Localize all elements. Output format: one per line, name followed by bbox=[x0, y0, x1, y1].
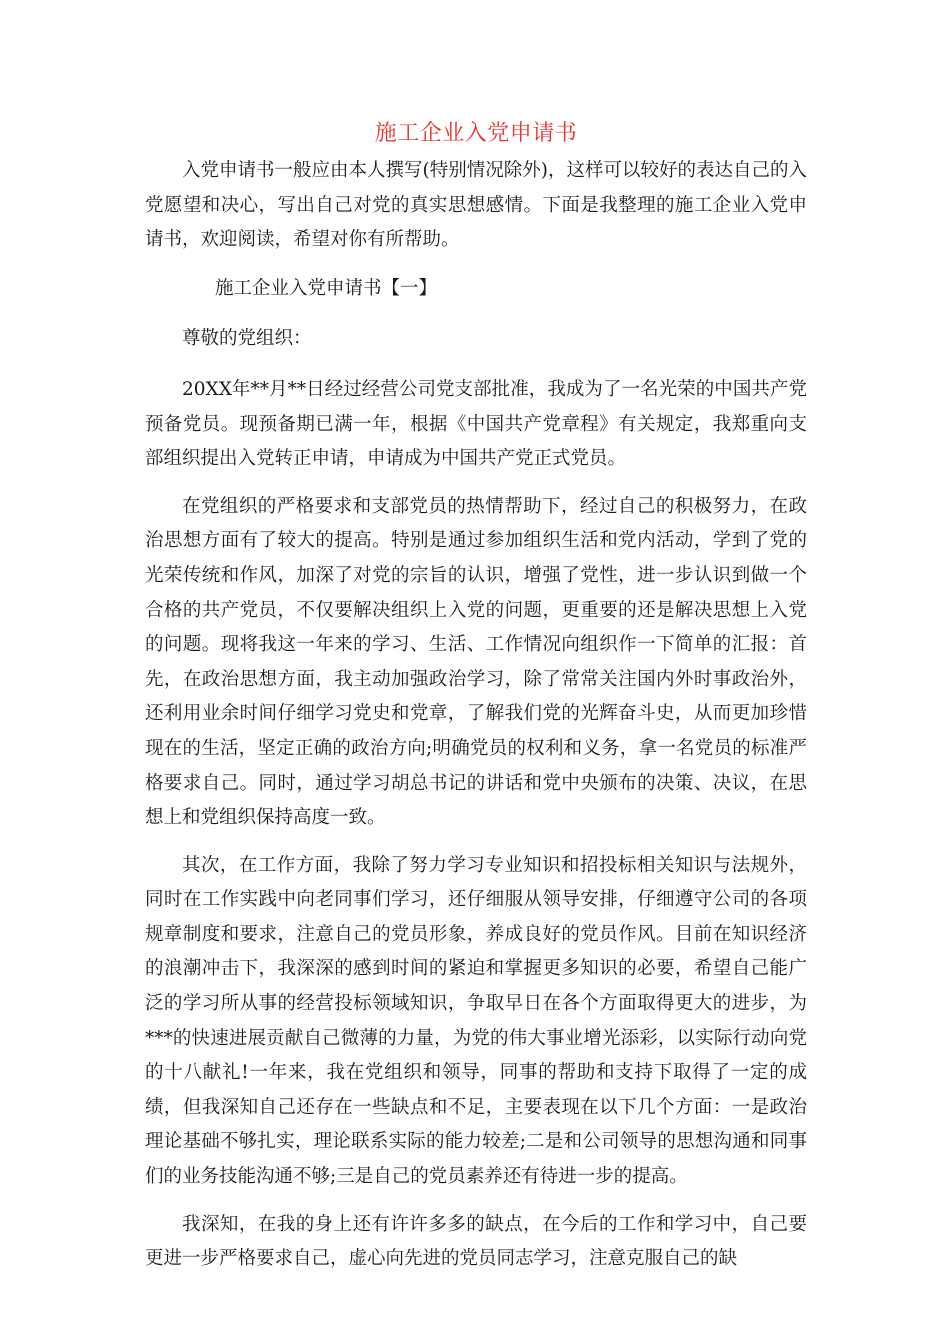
body-paragraph-3: 其次，在工作方面，我除了努力学习专业知识和招投标相关知识与法规外，同时在工作实践中向老同事们学习，还仔细服从领导安排，仔细遵守公司的各项规章制度和要求，注意自己的党员形象，养成良好的党员作风。目前在知识经济的浪潮冲击下，我深深的感到时间的紧迫和掌握更多知识的必要，希望自己能广泛的学习所从事的经营投标领域知识，争取早日在各个方面取得更大的进步，为***的快速进展贡献自己微薄的力量，为党的伟大事业增光添彩，以实际行动向党的十八献礼!一年来，我在党组织和领导，同事的帮助和支持下取得了一定的成绩，但我深知自己还存在一些缺点和不足，主要表现在以下几个方面：一是政治理论基础不够扎实，理论联系实际的能力较差;二是和公司领导的思想沟通和同事们的业务技能沟通不够;三是自己的党员素养还有待进一步的提高。 bbox=[145, 854, 807, 1188]
intro-paragraph: 入党申请书一般应由本人撰写(特别情况除外)，这样可以较好的表达自己的入党愿望和决心，写出自己对党的真实思想感情。下面是我整理的施工企业入党申请书，欢迎阅读，希望对你有所帮助。 bbox=[145, 160, 807, 251]
salutation: 尊敬的党组织： bbox=[182, 328, 312, 350]
body-paragraph-2: 在党组织的严格要求和支部党员的热情帮助下，经过自己的积极努力，在政治思想方面有了较大的提高。特别是通过参加组织生活和党内活动，学到了党的光荣传统和作风，加深了对党的宗旨的认识，增强了党性，进一步认识到做一个合格的共产党员，不仅要解决组织上入党的问题，更重要的还是解决思想上入党的问题。现将我这一年来的学习、生活、工作情况向组织作一下简单的汇报：首先，在政治思想方面，我主动加强政治学习，除了常常关注国内外时事政治外，还利用业余时间仔细学习党史和党章，了解我们党的光辉奋斗史，从而更加珍惜现在的生活，坚定正确的政治方向;明确党员的权利和义务，拿一名党员的标准严格要求自己。同时，通过学习胡总书记的讲话和党中央颁布的决策、决议，在思想上和党组织保持高度一致。 bbox=[145, 495, 807, 829]
document-body bbox=[145, 118, 807, 1290]
section-heading: 施工企业入党申请书【一】 bbox=[215, 277, 438, 299]
body-paragraph-1: 20XX年**月**日经过经营公司党支部批准，我成为了一名光荣的中国共产党预备党员。现预备期已满一年，根据《中国共产党章程》有关规定，我郑重向支部组织提出入党转正申请，申请成为中国共产党正式党员。 bbox=[145, 378, 807, 470]
body-paragraph-4: 我深知，在我的身上还有许许多多的缺点，在今后的工作和学习中，自己要更进一步严格要求自己，虚心向先进的党员同志学习，注意克服自己的缺 bbox=[145, 1213, 807, 1270]
document-title: 施工企业入党申请书 bbox=[374, 121, 578, 146]
